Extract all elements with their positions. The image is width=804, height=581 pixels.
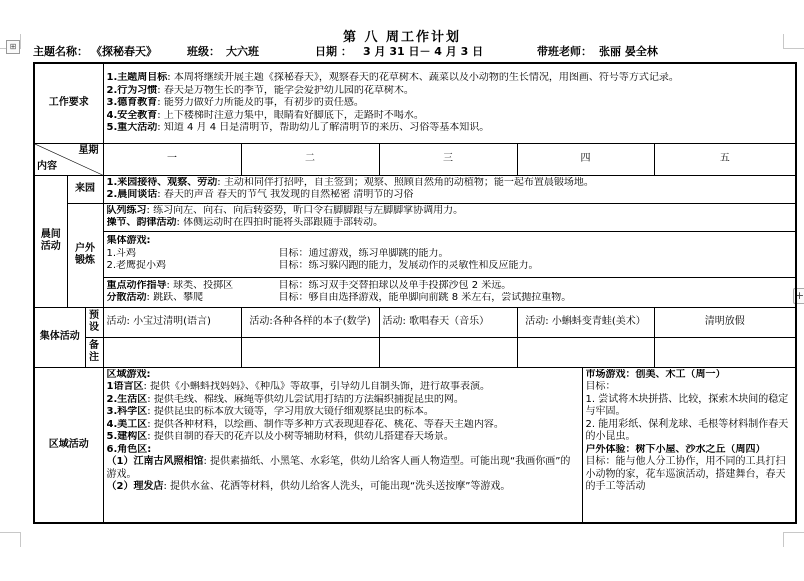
role-item: （2）理发店: 提供水盆、花洒等材料，供幼儿给客人洗头，可能出现“洗头送按摩”等游戏。 [106,481,511,492]
page-corner-mark [783,532,804,547]
activity-monday[interactable]: 活动: 小宝过清明(语言) [103,307,241,337]
requirement-line: 1.主题周目标: 本周将继续开展主题《探秘春天》，观察春天的花草树木、蔬菜以及小动物的生长情况，用图画、符号等方式记录。 [106,72,679,83]
activity-wednesday[interactable]: 活动: 歌唱春天（音乐） [379,307,517,337]
key-skill-row: 分散活动: 跳跃、攀爬 目标：够自由选择游戏，能单脚向前跳 8 米左右，尝试抛拉重物。 [106,292,572,303]
activity-tuesday[interactable]: 活动:各种各样的本子(数学) [241,307,379,337]
weekday-thursday: 四 [517,143,654,175]
note-label: 备注 [85,337,103,367]
theme-label: 主题名称： [33,45,88,58]
class-label: 班级： [187,45,220,58]
requirement-line: 4.安全教育: 上下楼梯时注意力集中，眼睛看好脚底下，走路时不喝水。 [106,109,424,121]
weekday-corner-cell [34,143,103,175]
weekly-plan-table [33,62,797,524]
page-title: 第 八 周工作计划 [342,30,462,45]
market-goal-label: 目标： [585,381,616,392]
area-item: 5.建构区: 提供自制的春天的花卉以及小树等辅助材料，供幼儿搭建春天场景。 [106,431,454,442]
role-item: （1）江南古风照相馆: 提供素描纸、小黑笔、水彩笔，供幼儿给客人画人物造型。可能出现“我画你画”的游戏。 [106,456,571,480]
date-value: 3 月 31 日－ 4 月 3 日 [363,45,484,58]
weekday-corner-bottom: 内容 [37,161,57,172]
work-requirements-label: 工作要求 [34,63,103,143]
drill-cell[interactable] [103,203,796,231]
requirement-line: 2.行为习惯: 春天是万物生长的季节，能学会爱护幼儿园的花草树木。 [106,84,414,96]
area-activity-label: 区域活动 [34,367,103,523]
activity-friday[interactable]: 清明放假 [654,307,796,337]
market-cell[interactable] [582,367,796,523]
note-tuesday[interactable] [241,337,379,367]
page-corner-mark [0,532,21,547]
requirement-line: 3.德育教育: 能努力做好力所能及的事，有初步的责任感。 [106,97,364,108]
class-value: 大六班 [226,45,259,58]
arrival-line: 2.晨间谈话: 春天的声音 春天的节气 我发现的自然秘密 清明节的习俗 [106,189,414,200]
market-item: 2. 能用彩纸、保利龙球、毛根等材料制作春天的小昆虫。 [585,418,789,442]
arrival-label: 来园 [67,175,103,203]
area-games-head: 区域游戏: [106,368,151,380]
game-row: 2.老鹰捉小鸡 目标：练习躲闪跑的能力，发展动作的灵敏性和反应能力。 [106,260,539,272]
market-head: 市场游戏：创美、木工（周一） [585,368,726,380]
area-games-cell[interactable] [103,367,582,523]
group-activity-label: 集体活动 [34,307,85,367]
date-label: 日期 ： [315,45,352,58]
weekday-tuesday: 二 [241,143,379,175]
note-thursday[interactable] [517,337,654,367]
arrival-cell[interactable] [103,175,796,203]
drill-line: 操节、韵律活动: 体侧运动时在四拍时能将头部跟随手部转动。 [106,217,384,228]
activity-thursday[interactable]: 活动: 小蝌蚪变青蛙(美术） [517,307,654,337]
market-item: 1. 尝试将木块拼搭、比较，探索木块间的稳定与牢固。 [585,393,789,417]
area-item: 3.科学区: 提供昆虫的标本放大镜等，学习用放大镜仔细观察昆虫的标本。 [106,406,434,417]
add-column-icon[interactable]: + [794,289,804,302]
requirement-line: 5.重大活动: 知道 4 月 4 日是清明节，帮助幼儿了解清明节的来历、习俗等基本知识。 [106,122,490,133]
role-area-head: 6.角色区: [106,443,152,455]
outdoor-experience-goal: 目标：能与他人分工协作，用不同的工具打扫小动物的家，花车巡演活动，搭建舞台，春天的手工等活动 [585,456,786,492]
weekday-corner-top: 星期 [78,144,99,156]
area-item: 2.生活区: 提供毛线、棉线、麻绳等供幼儿尝试用打结的方法编织捕捉昆虫的网。 [106,393,464,405]
weekday-wednesday: 三 [379,143,517,175]
group-games-cell[interactable] [103,231,796,277]
note-wednesday[interactable] [379,337,517,367]
weekday-monday: 一 [103,143,241,175]
preset-label: 预设 [85,307,103,337]
note-friday[interactable] [654,337,796,367]
teacher-label: 带班老师： [537,45,592,58]
area-item: 1语言区: 提供《小蝌蚪找妈妈》、《种瓜》等故事，引导幼儿自制头饰，进行故事表演。 [106,381,491,392]
table-move-handle-icon[interactable]: ⊞ [6,40,20,54]
key-skills-cell[interactable] [103,277,796,307]
drill-line: 队列练习: 练习向左、向右、向后转姿势，听口令右脚脚跟与左脚脚掌协调用力。 [106,204,464,216]
group-games-head: 集体游戏: [106,235,151,247]
teacher-value: 张丽 晏全林 [599,45,658,58]
outdoor-exercise-label: 户外锻炼 [67,203,103,307]
outdoor-experience-head: 户外体验：树下小屋、沙水之丘（周四） [585,443,766,455]
work-requirements-cell[interactable] [103,63,796,143]
theme-value: 《探秘春天》 [91,45,157,58]
key-skill-row: 重点动作指导: 球类、投掷区 目标：练习双手交替拍球以及单手投掷沙包 2 米远。 [106,279,512,291]
arrival-line: 1.来园接待、观察、劳动: 主动和同伴打招呼，自主签到；观察、照顾自然角的动植物；能一起布置晨锻场地。 [106,176,594,188]
weekday-friday: 五 [654,143,796,175]
note-monday[interactable] [103,337,241,367]
morning-activity-label: 晨间活动 [34,175,67,307]
area-item: 4.美工区: 提供各种材料，以绘画、制作等多种方式表现迎春花、桃花、等春天主题内容。 [106,418,504,430]
game-row: 1.斗鸡 目标：通过游戏，练习单脚跳的能力。 [106,247,449,259]
